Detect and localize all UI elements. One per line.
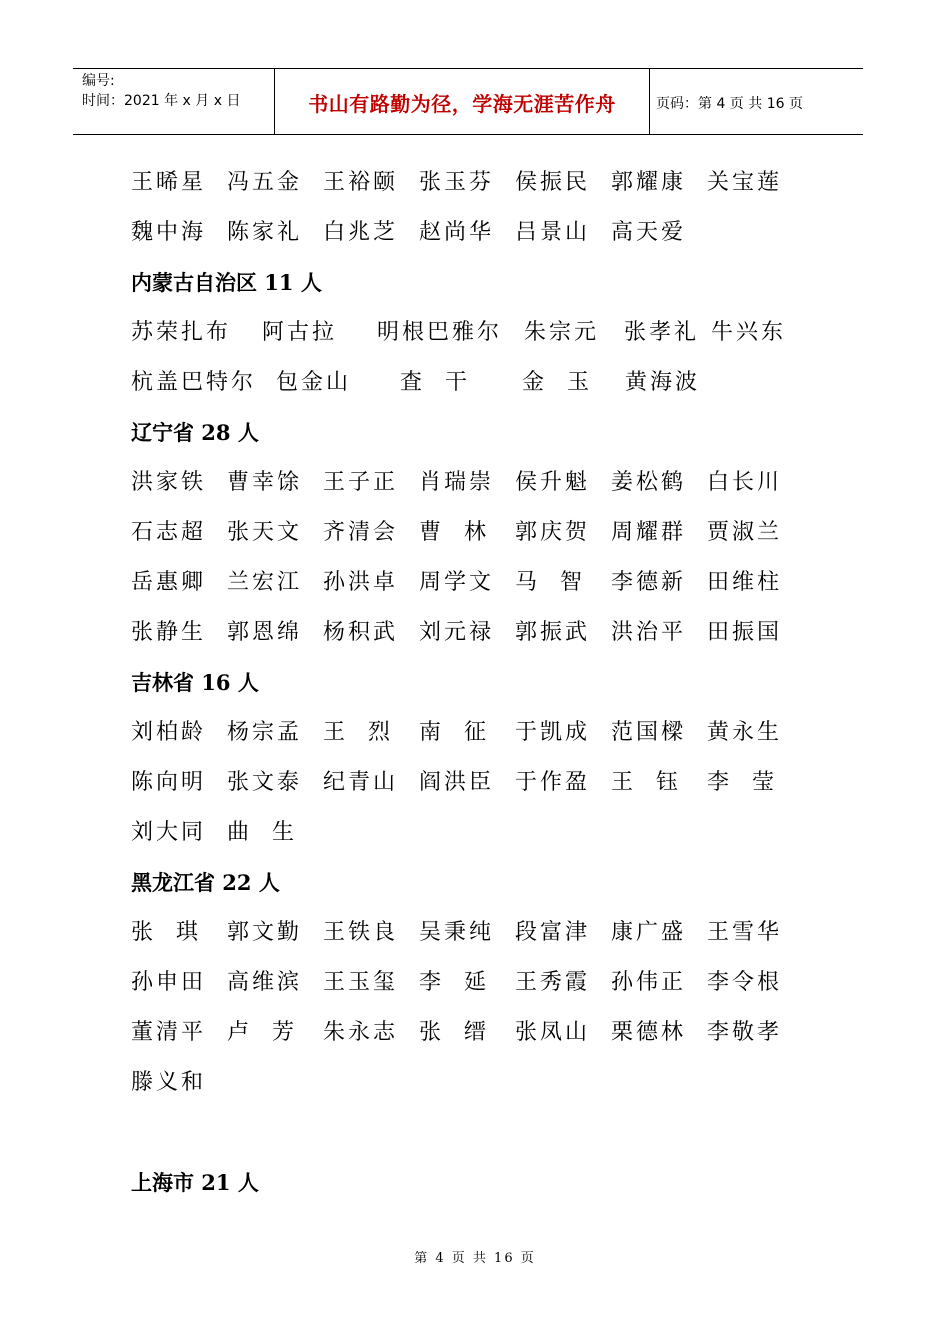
person-name: 滕义和 — [131, 1070, 207, 1095]
document-time-label: 时间：2021 年 x 月 x 日 — [82, 93, 241, 109]
person-name: 王子正 — [323, 470, 399, 495]
name-row — [0, 468, 950, 498]
name-row — [0, 918, 950, 948]
person-name: 杭盖巴特尔 — [131, 370, 257, 395]
person-name: 黄永生 — [707, 720, 783, 745]
person-name: 洪家铁 — [131, 470, 207, 495]
person-name: 李令根 — [707, 970, 783, 995]
person-name: 刘柏龄 — [131, 720, 207, 745]
name-row — [0, 818, 950, 848]
person-name: 李 莹 — [707, 770, 777, 795]
person-name: 孙伟正 — [611, 970, 687, 995]
person-name: 王晞星 — [131, 170, 207, 195]
person-name: 金 玉 — [522, 370, 592, 395]
person-name: 阎洪臣 — [419, 770, 495, 795]
person-name: 范国樑 — [611, 720, 687, 745]
person-name: 肖瑞崇 — [419, 470, 495, 495]
person-name: 朱宗元 — [524, 320, 600, 345]
region-heading: 上海市 21 人 — [131, 1170, 259, 1195]
person-name: 曲 生 — [227, 820, 297, 845]
person-name: 张玉芬 — [419, 170, 495, 195]
person-name: 白长川 — [707, 470, 783, 495]
person-name: 郭文勤 — [227, 920, 303, 945]
person-name: 张文泰 — [227, 770, 303, 795]
person-name: 纪青山 — [323, 770, 399, 795]
person-name: 郭振武 — [515, 620, 591, 645]
document-number-label: 编号: — [82, 73, 115, 89]
person-name: 王 钰 — [611, 770, 681, 795]
person-name: 王玉玺 — [323, 970, 399, 995]
person-name: 周学文 — [419, 570, 495, 595]
person-name: 査 干 — [400, 370, 470, 395]
person-name: 李德新 — [611, 570, 687, 595]
person-name: 阿古拉 — [262, 320, 338, 345]
person-name: 杨宗孟 — [227, 720, 303, 745]
person-name: 孙申田 — [131, 970, 207, 995]
page-footer: 第 4 页 共 16 页 — [414, 1251, 536, 1266]
name-row — [0, 968, 950, 998]
person-name: 包金山 — [276, 370, 352, 395]
person-name: 王铁良 — [323, 920, 399, 945]
person-name: 赵尚华 — [419, 220, 495, 245]
person-name: 南 征 — [419, 720, 489, 745]
person-name: 关宝莲 — [707, 170, 783, 195]
person-name: 王 烈 — [323, 720, 393, 745]
name-row — [0, 318, 950, 348]
person-name: 栗德林 — [611, 1020, 687, 1045]
name-row — [0, 618, 950, 648]
name-row — [0, 218, 950, 248]
person-name: 侯升魁 — [515, 470, 591, 495]
header-page-info: 页码：第 4 页 共 16 页 — [656, 95, 803, 112]
person-name: 苏荣扎布 — [131, 320, 232, 345]
person-name: 张 琪 — [131, 920, 201, 945]
person-name: 贾淑兰 — [707, 520, 783, 545]
person-name: 姜松鹤 — [611, 470, 687, 495]
region-heading: 辽宁省 28 人 — [131, 420, 259, 445]
person-name: 董清平 — [131, 1020, 207, 1045]
person-name: 刘元禄 — [419, 620, 495, 645]
name-row — [0, 368, 950, 398]
person-name: 石志超 — [131, 520, 207, 545]
name-row — [0, 718, 950, 748]
person-name: 高天爱 — [611, 220, 687, 245]
person-name: 白兆芝 — [323, 220, 399, 245]
person-name: 马 智 — [515, 570, 585, 595]
person-name: 曹 林 — [419, 520, 489, 545]
person-name: 郭恩绵 — [227, 620, 303, 645]
person-name: 郭庆贺 — [515, 520, 591, 545]
name-row — [0, 168, 950, 198]
person-name: 杨积武 — [323, 620, 399, 645]
person-name: 魏中海 — [131, 220, 207, 245]
person-name: 黄海波 — [625, 370, 701, 395]
person-name: 李 延 — [419, 970, 489, 995]
person-name: 郭耀康 — [611, 170, 687, 195]
person-name: 段富津 — [515, 920, 591, 945]
person-name: 陈家礼 — [227, 220, 303, 245]
person-name: 曹幸馀 — [227, 470, 303, 495]
person-name: 于作盈 — [515, 770, 591, 795]
person-name: 侯振民 — [515, 170, 591, 195]
person-name: 吕景山 — [515, 220, 591, 245]
document-header — [73, 68, 863, 135]
person-name: 牛兴东 — [711, 320, 787, 345]
person-name: 明根巴雅尔 — [377, 320, 503, 345]
name-row — [0, 1068, 950, 1098]
person-name: 张 缙 — [419, 1020, 489, 1045]
person-name: 田维柱 — [707, 570, 783, 595]
person-name: 岳惠卿 — [131, 570, 207, 595]
name-row — [0, 568, 950, 598]
person-name: 刘大同 — [131, 820, 207, 845]
person-name: 张天文 — [227, 520, 303, 545]
name-row — [0, 1018, 950, 1048]
region-heading: 吉林省 16 人 — [131, 670, 259, 695]
person-name: 兰宏江 — [227, 570, 303, 595]
name-row — [0, 768, 950, 798]
region-heading: 内蒙古自治区 11 人 — [131, 270, 322, 295]
header-motto: 书山有路勤为径，学海无涯苦作舟 — [308, 92, 616, 116]
person-name: 周耀群 — [611, 520, 687, 545]
person-name: 张凤山 — [515, 1020, 591, 1045]
person-name: 冯五金 — [227, 170, 303, 195]
header-meta — [82, 71, 240, 111]
person-name: 王裕颐 — [323, 170, 399, 195]
person-name: 李敬孝 — [707, 1020, 783, 1045]
person-name: 张静生 — [131, 620, 207, 645]
name-row — [0, 518, 950, 548]
person-name: 于凯成 — [515, 720, 591, 745]
person-name: 王秀霞 — [515, 970, 591, 995]
person-name: 高维滨 — [227, 970, 303, 995]
person-name: 朱永志 — [323, 1020, 399, 1045]
person-name: 康广盛 — [611, 920, 687, 945]
person-name: 卢 芳 — [227, 1020, 297, 1045]
person-name: 吴秉纯 — [419, 920, 495, 945]
person-name: 陈向明 — [131, 770, 207, 795]
person-name: 洪治平 — [611, 620, 687, 645]
person-name: 田振国 — [707, 620, 783, 645]
person-name: 张孝礼 — [624, 320, 700, 345]
person-name: 孙洪卓 — [323, 570, 399, 595]
person-name: 齐清会 — [323, 520, 399, 545]
person-name: 王雪华 — [707, 920, 783, 945]
region-heading: 黑龙江省 22 人 — [131, 870, 280, 895]
